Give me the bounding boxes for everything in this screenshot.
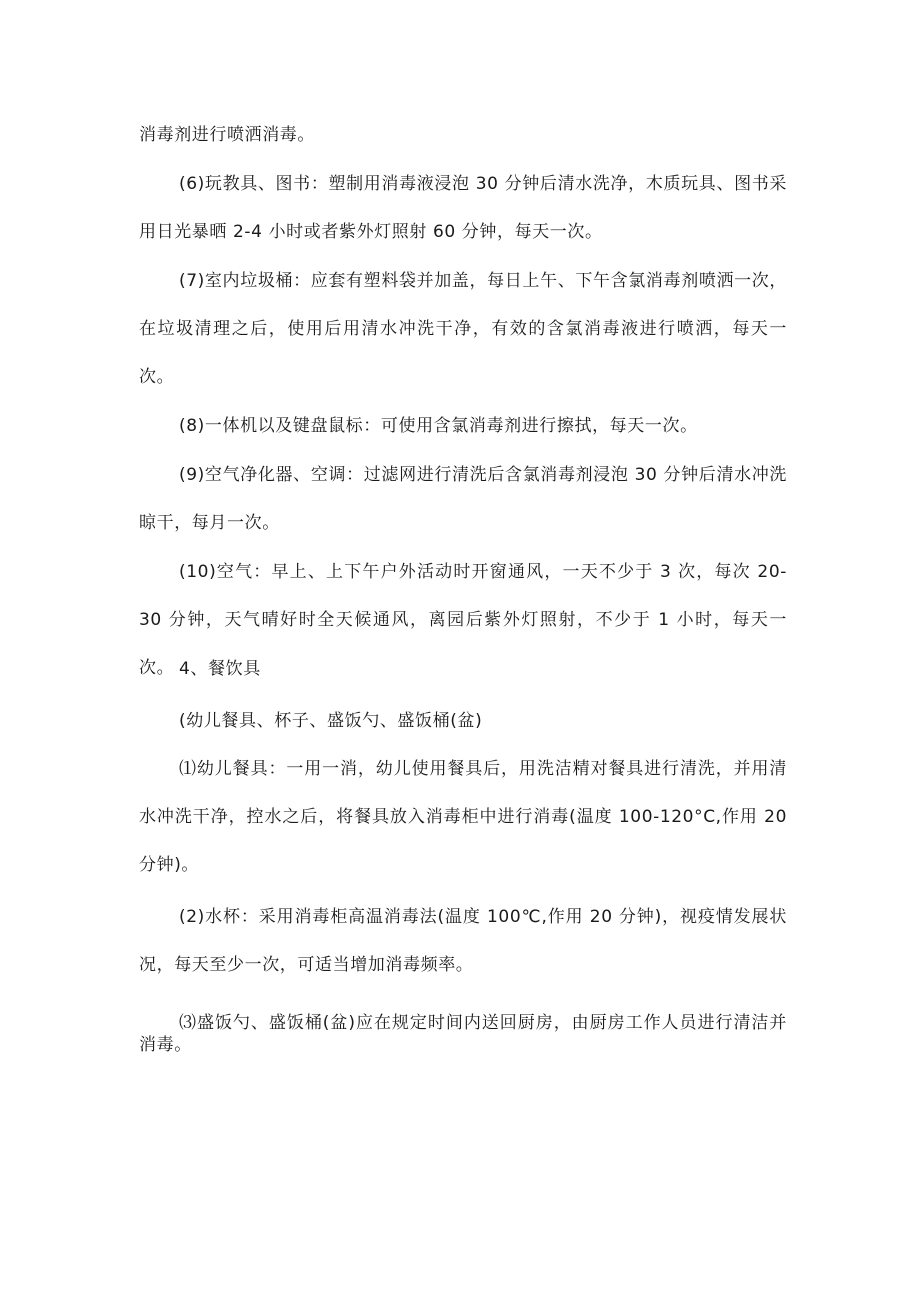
paragraph-disinfectant-spray-end: 消毒剂进行喷洒消毒。 <box>139 125 315 145</box>
paragraph-air-ventilation: (10)空气：早上、上下午户外活动时开窗通风，一天不少于 3 次，每次 20-30 分钟，天气晴好时全天候通风，离园后紫外灯照射，不少于 1 小时，每天一次。 <box>139 562 787 678</box>
paragraph-air-purifier-ac: (9)空气净化器、空调：过滤网进行清洗后含氯消毒剂浸泡 30 分钟后清水冲洗晾干，每月一次。 <box>139 465 787 533</box>
paragraph-tableware-list: (幼儿餐具、杯子、盛饭勺、盛饭桶(盆) <box>179 711 483 731</box>
paragraph-computer-keyboard-mouse: (8)一体机以及键盘鼠标：可使用含氯消毒剂进行擦拭，每天一次。 <box>179 416 698 436</box>
paragraph-water-cups: (2)水杯：采用消毒柜高温消毒法(温度 100℃,作用 20 分钟)，视疫情发展状况，每天至少一次，可适当增加消毒频率。 <box>139 907 787 975</box>
section-heading-tableware: 4、餐饮具 <box>179 659 261 679</box>
paragraph-children-tableware: ⑴幼儿餐具：一用一消，幼儿使用餐具后，用洗洁精对餐具进行清洗，并用清水冲洗干净，控水之后，将餐具放入消毒柜中进行消毒(温度 100-120°C,作用 20 分钟)。 <box>139 759 787 875</box>
paragraph-serving-spoons-buckets: ⑶盛饭勺、盛饭桶(盆)应在规定时间内送回厨房，由厨房工作人员进行清洁并消毒。 <box>139 1013 787 1055</box>
paragraph-indoor-trash-bin: (7)室内垃圾桶：应套有塑料袋并加盖，每日上午、下午含氯消毒剂喷洒一次，在垃圾清理之后，使用后用清水冲洗干净，有效的含氯消毒液进行喷洒，每天一次。 <box>139 271 787 387</box>
paragraph-toys-books: (6)玩教具、图书：塑制用消毒液浸泡 30 分钟后清水洗净，木质玩具、图书采用日光暴晒 2-4 小时或者紫外灯照射 60 分钟，每天一次。 <box>139 174 787 242</box>
